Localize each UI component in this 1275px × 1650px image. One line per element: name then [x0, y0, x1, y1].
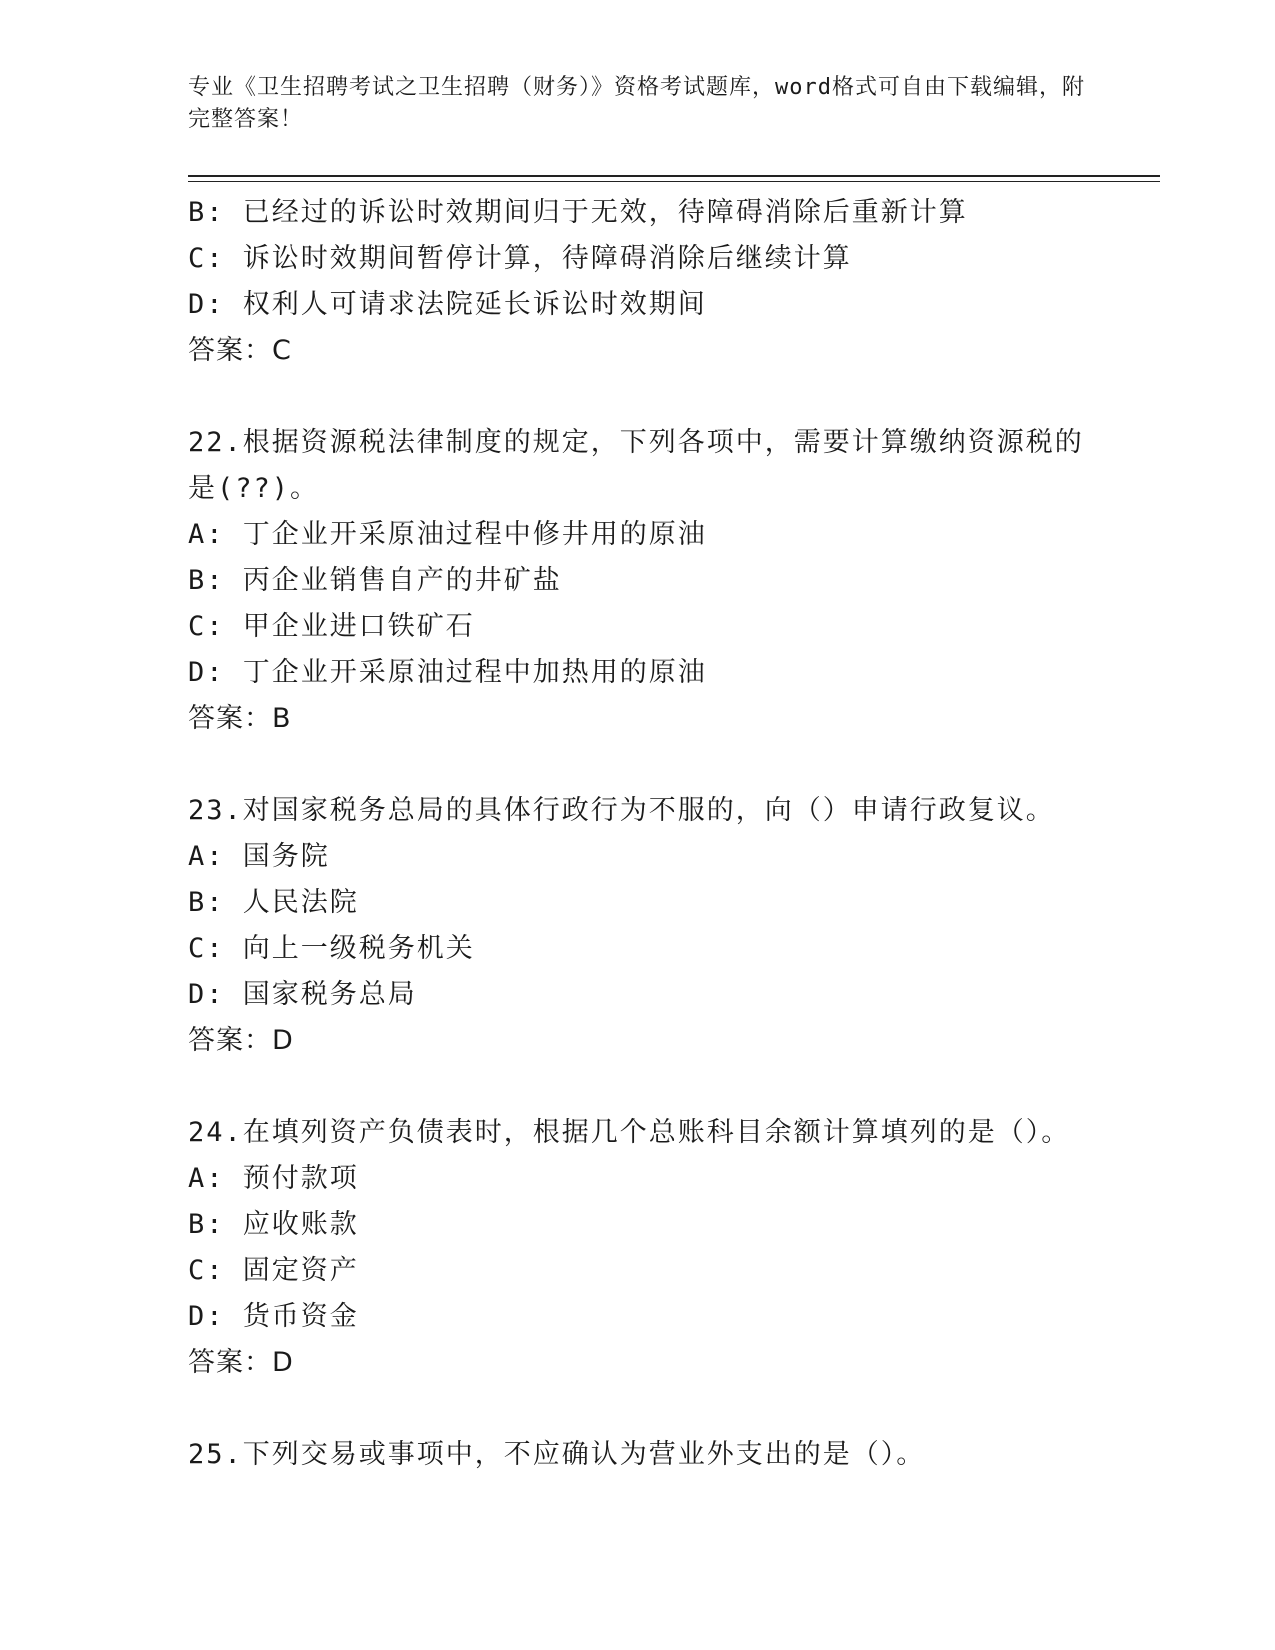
option-d: D: 丁企业开采原油过程中加热用的原油: [188, 657, 707, 688]
spacer: [188, 374, 1128, 420]
spacer: [188, 1386, 1128, 1432]
question-24: [188, 1110, 1128, 1386]
question-stem: 24.在填列资产负债表时，根据几个总账科目余额计算填列的是（）。: [188, 1117, 1071, 1148]
option-a: A: 丁企业开采原油过程中修井用的原油: [188, 519, 707, 550]
option-c: C: 诉讼时效期间暂停计算，待障碍消除后继续计算: [188, 243, 852, 274]
option-d: D: 货币资金: [188, 1301, 359, 1332]
question-23: [188, 788, 1128, 1064]
option-b: B: 人民法院: [188, 887, 359, 918]
option-c: C: 甲企业进口铁矿石: [188, 611, 475, 642]
option-c: C: 向上一级税务机关: [188, 933, 475, 964]
option-b: B: 丙企业销售自产的井矿盐: [188, 565, 562, 596]
question-stem: 22.根据资源税法律制度的规定，下列各项中，需要计算缴纳资源税的是(??)。: [188, 427, 1084, 504]
question-stem: 23.对国家税务总局的具体行政行为不服的，向（）申请行政复议。: [188, 795, 1055, 826]
question-22: [188, 420, 1128, 742]
option-a: A: 国务院: [188, 841, 330, 872]
question-stem: 25.下列交易或事项中，不应确认为营业外支出的是（）。: [188, 1439, 926, 1470]
question-list: [188, 190, 1128, 1478]
header-rule: [188, 175, 1160, 177]
answer: 答案：C: [188, 335, 292, 366]
answer: 答案：D: [188, 1025, 294, 1056]
option-b: B: 已经过的诉讼时效期间归于无效，待障碍消除后重新计算: [188, 197, 968, 228]
option-d: D: 国家税务总局: [188, 979, 417, 1010]
spacer: [188, 1064, 1128, 1110]
option-b: B: 应收账款: [188, 1209, 359, 1240]
header-rule-secondary: [188, 181, 1160, 182]
answer: 答案：B: [188, 703, 292, 734]
option-c: C: 固定资产: [188, 1255, 359, 1286]
question-25: [188, 1432, 1128, 1478]
answer: 答案：D: [188, 1347, 294, 1378]
document-header: 专业《卫生招聘考试之卫生招聘（财务）》资格考试题库，word格式可自由下载编辑，附完整答案！: [188, 75, 1085, 132]
question-21: [188, 190, 1128, 374]
option-a: A: 预付款项: [188, 1163, 359, 1194]
option-d: D: 权利人可请求法院延长诉讼时效期间: [188, 289, 707, 320]
spacer: [188, 742, 1128, 788]
